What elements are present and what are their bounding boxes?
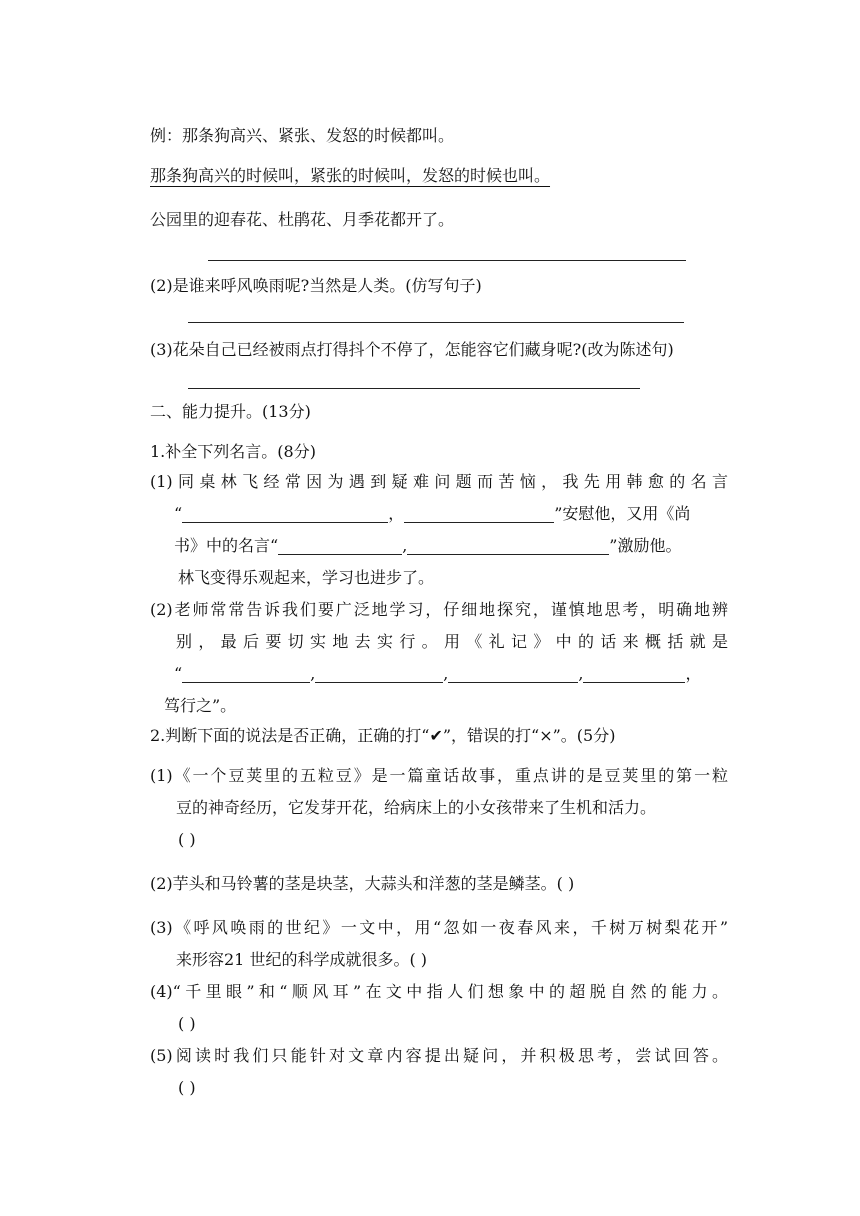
- judge-item-4-line1: (4)“千里眼”和“顺风耳”在文中指人们想象中的超脱自然的能力。: [150, 982, 728, 1001]
- section-title: 二、能力提升。(13分): [150, 402, 311, 421]
- part2-heading: 2.判断下面的说法是否正确，正确的打“✔”，错误的打“×”。(5分): [150, 726, 616, 745]
- item2-line2: 别，最后要切实地去实行。用《礼记》中的话来概括就是: [176, 632, 728, 651]
- judge-item-3-line1: (3)《呼风唤雨的世纪》一文中，用“忽如一夜春风来，千树万树梨花开”: [150, 918, 728, 937]
- judge-item-5-paren[interactable]: ( ): [178, 1078, 196, 1097]
- exercise-sentence: 公园里的迎春花、杜鹃花、月季花都开了。: [150, 210, 455, 229]
- judge-item-1-paren[interactable]: ( ): [178, 830, 196, 849]
- blank-hanyu-1[interactable]: [182, 504, 388, 523]
- comma: ,: [443, 664, 449, 683]
- item2-line1: (2)老师常常告诉我们要广泛地学习，仔细地探究，谨慎地思考，明确地辨: [150, 600, 728, 619]
- judge-item-4-paren[interactable]: ( ): [178, 1014, 196, 1033]
- item1-line4: 林飞变得乐观起来，学习也进步了。: [178, 568, 435, 587]
- blank-liji-3[interactable]: [448, 664, 578, 683]
- answer-line-1[interactable]: [208, 260, 686, 261]
- item1-line1: (1)同桌林飞经常因为遇到疑难问题而苦恼，我先用韩愈的名言: [150, 472, 728, 491]
- item2-line3: [174, 662, 701, 686]
- answer-line-2[interactable]: [188, 322, 684, 323]
- answer-line-3[interactable]: [188, 388, 640, 389]
- example-original: 例：那条狗高兴、紧张、发怒的时候都叫。: [150, 126, 455, 145]
- blank-shangshu-1[interactable]: [278, 536, 402, 555]
- quote-open: “: [174, 504, 183, 523]
- blank-liji-1[interactable]: [182, 664, 310, 683]
- judge-item-1-line1: (1)《一个豆荚里的五粒豆》是一篇童话故事，重点讲的是豆荚里的第一粒: [150, 766, 728, 785]
- comma-end: ，: [685, 664, 702, 683]
- judge-item-1-line2: 豆的神奇经历，它发芽开花，给病床上的小女孩带来了生机和活力。: [176, 798, 657, 817]
- quote-open: “: [174, 664, 183, 683]
- item2-line4: 笃行之”。: [164, 696, 237, 715]
- comma: ，: [388, 504, 405, 523]
- question-2: (2)是谁来呼风唤雨呢?当然是人类。(仿写句子): [150, 276, 482, 295]
- line3-text-b: ”激励他。: [609, 536, 682, 555]
- comma2: ,: [402, 536, 408, 555]
- mid-text: ”安慰他，又用《尚: [554, 504, 691, 523]
- judge-item-3-line2: 来形容21 世纪的科学成就很多。( ): [176, 950, 428, 969]
- item1-line3: [174, 534, 681, 558]
- item1-line2: [174, 502, 690, 526]
- blank-liji-2[interactable]: [315, 664, 443, 683]
- comma: ,: [578, 664, 584, 683]
- blank-liji-4[interactable]: [583, 664, 685, 683]
- question-3: (3)花朵自己已经被雨点打得抖个不停了，怎能容它们藏身呢?(改为陈述句): [150, 340, 674, 359]
- example-rewritten: 那条狗高兴的时候叫，紧张的时候叫，发怒的时候也叫。: [150, 166, 551, 185]
- judge-item-2: (2)芋头和马铃薯的茎是块茎，大蒜头和洋葱的茎是鳞茎。( ): [150, 874, 575, 893]
- judge-item-5-line1: (5)阅读时我们只能针对文章内容提出疑问，并积极思考，尝试回答。: [150, 1046, 728, 1065]
- blank-hanyu-2[interactable]: [404, 504, 554, 523]
- blank-shangshu-2[interactable]: [407, 536, 609, 555]
- line3-text-a: 书》中的名言“: [174, 536, 279, 555]
- part1-heading: 1.补全下列名言。(8分): [150, 442, 316, 461]
- comma: ,: [310, 664, 316, 683]
